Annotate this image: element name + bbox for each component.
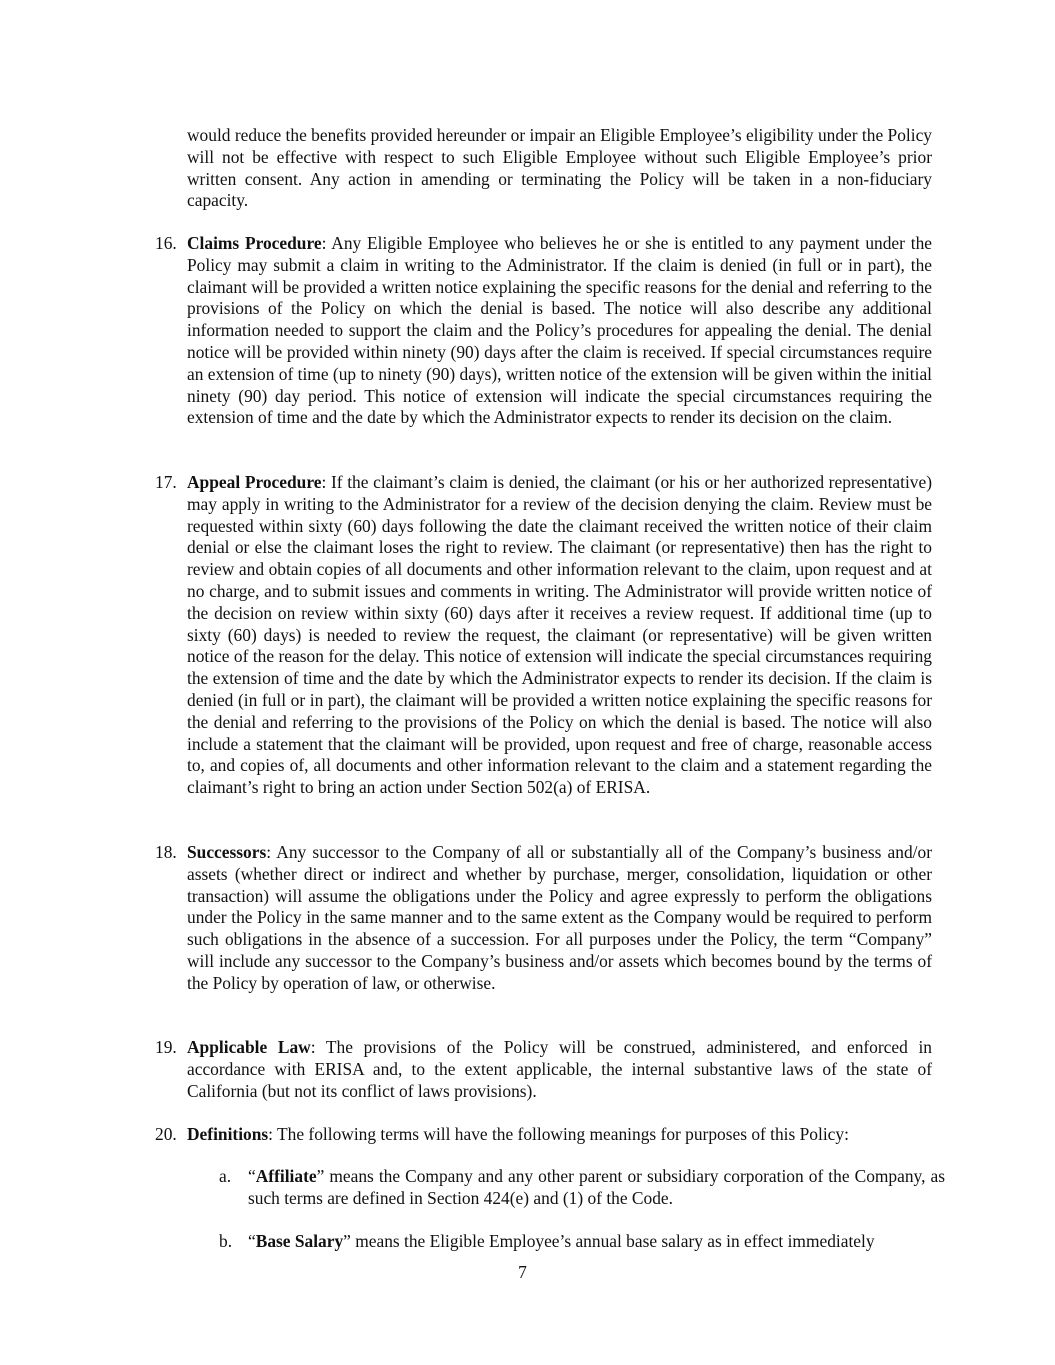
section-20-definitions	[187, 1124, 932, 1146]
section-17-heading: Appeal Procedure	[187, 472, 322, 492]
section-16-text: : Any Eligible Employee who believes he or she is entitled to any payment under the Policy may submit a claim in writing to the Administrator. If the claim is denied (in full or in part), the claimant will be provided a written notice explaining the specific reasons for the denial and referring to the provisions of the Policy on which the denial is based. The notice will also describe any additional information needed to support the claim and the Policy’s procedures for appealing the denial. The denial notice will be provided within ninety (90) days after the claim is received. If special circumstances require an extension of time (up to ninety (90) days), written notice of the extension will be given within the initial ninety (90) day period. This notice of extension will indicate the special circumstances requiring the extension of time and the date by which the Administrator expects to render its decision on the claim.	[187, 233, 932, 428]
section-19-text: : The provisions of the Policy will be construed, administered, and enforced in accordance with ERISA and, to the extent applicable, the internal substantive laws of the state of California (but not its conflict of laws provisions).	[187, 1037, 932, 1101]
definition-b-open-quote: “	[248, 1231, 256, 1251]
section-16-claims-procedure	[187, 233, 932, 429]
section-20-text: : The following terms will have the following meanings for purposes of this Policy:	[268, 1124, 849, 1144]
definition-b-text: ” means the Eligible Employee’s annual base salary as in effect immediately	[343, 1231, 875, 1251]
definition-a-text: ” means the Company and any other parent or subsidiary corporation of the Company, as such terms are defined in Section 424(e) and (1) of the Code.	[248, 1166, 945, 1208]
section-16-number: 16.	[155, 233, 177, 253]
section-19-applicable-law	[187, 1037, 932, 1102]
definition-a-term: Affiliate	[255, 1166, 317, 1186]
definition-base-salary	[248, 1231, 932, 1253]
definition-a-open-quote: “	[248, 1166, 256, 1186]
section-19-number: 19.	[155, 1037, 177, 1057]
section-17-number: 17.	[155, 472, 177, 492]
section-18-number: 18.	[155, 842, 177, 862]
definition-b-term: Base Salary	[255, 1231, 344, 1251]
section-18-successors	[187, 842, 932, 995]
section-19-heading: Applicable Law	[187, 1037, 311, 1057]
section-20-number: 20.	[155, 1124, 177, 1144]
definition-affiliate	[248, 1166, 945, 1210]
page-number: 7	[518, 1262, 527, 1282]
section-16-heading: Claims Procedure	[187, 233, 322, 253]
section-17-appeal-procedure	[187, 472, 932, 799]
definition-a-letter: a.	[219, 1166, 232, 1186]
section-17-text: : If the claimant’s claim is denied, the claimant (or his or her authorized representative) may apply in writing to the Administrator for a review of the decision denying the claim. Review must be requested within sixty (60) days following the date the claimant received the written notice of their claim denial or else the claimant loses the right to review. The claimant (or representative) then has the right to review and obtain copies of all documents and other information relevant to the claim, upon request and at no charge, and to submit issues and comments in writing. The Administrator will provide written notice of the decision on review within sixty (60) days after it receives a review request. If additional time (up to sixty (60) days) is needed to review the request, the claimant (or representative) will be given written notice of the reason for the delay. This notice of extension will indicate the special circumstances requiring the extension of time and the date by which the Administrator expects to render its decision. If the claim is denied (in full or in part), the claimant will be provided a written notice explaining the specific reasons for the denial and referring to the provisions of the Policy on which the denial is based. The notice will also include a statement that the claimant will be provided, upon request and free of charge, reasonable access to, and copies of, all documents and other information relevant to the claim and a statement regarding the claimant’s right to bring an action under Section 502(a) of ERISA.	[187, 472, 932, 798]
continuation-paragraph: would reduce the benefits provided hereunder or impair an Eligible Employee’s eligibility under the Policy will not be effective with respect to such Eligible Employee without such Eligible Employee’s prior written consent. Any action in amending or terminating the Policy will be taken in a non-fiduciary capacity.	[187, 125, 932, 211]
section-18-text: : Any successor to the Company of all or substantially all of the Company’s business and/or assets (whether direct or indirect and whether by purchase, merger, consolidation, liquidation or other transaction) will assume the obligations under the Policy and agree expressly to perform the obligations under the Policy in the same manner and to the same extent as the Company would be required to perform such obligations in the absence of a succession. For all purposes under the Policy, the term “Company” will include any successor to the Company’s business and/or assets which becomes bound by the terms of the Policy by operation of law, or otherwise.	[187, 842, 932, 993]
section-18-heading: Successors	[187, 842, 267, 862]
definition-b-letter: b.	[219, 1231, 233, 1251]
section-20-heading: Definitions	[187, 1124, 269, 1144]
